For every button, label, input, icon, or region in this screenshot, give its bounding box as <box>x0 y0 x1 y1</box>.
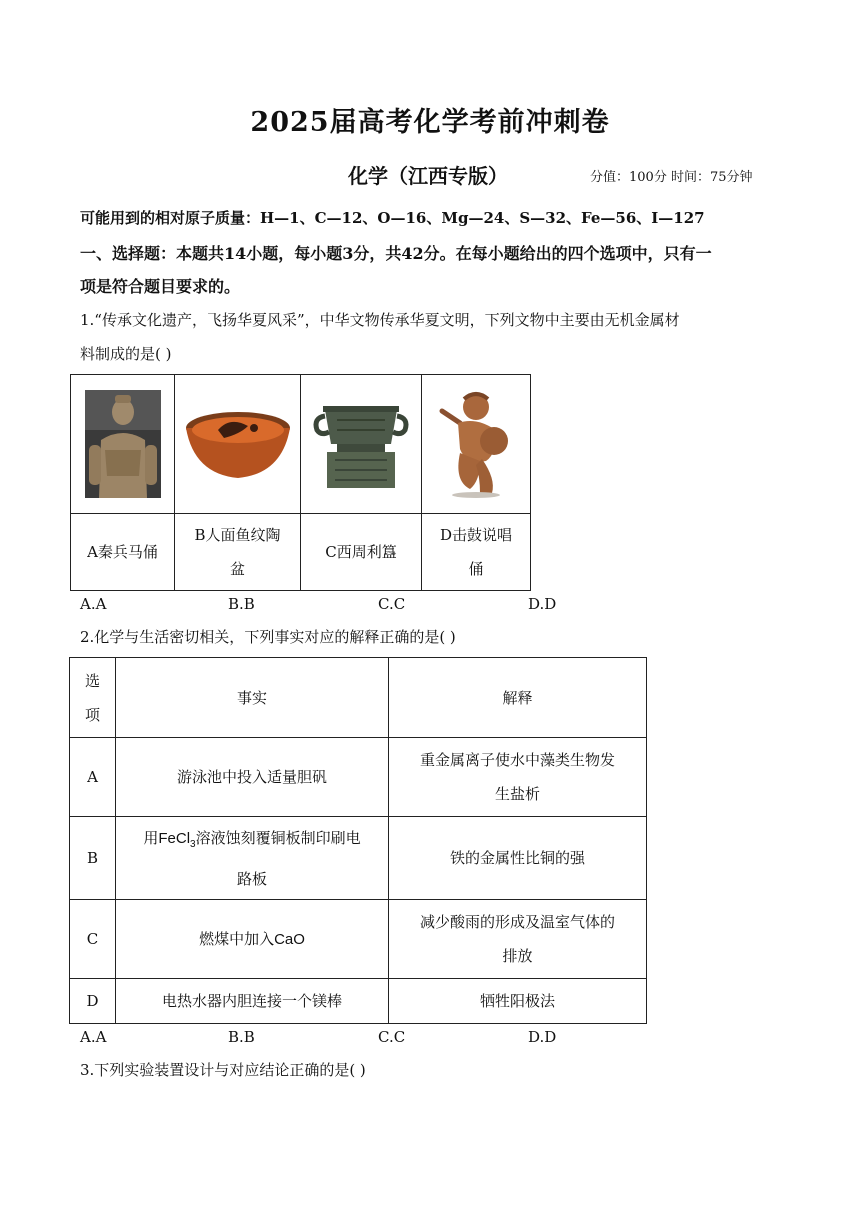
q2-row-d-option: D <box>70 979 116 1024</box>
q2-option-b[interactable]: B.B <box>228 1028 255 1046</box>
table-row <box>70 738 647 817</box>
q1-label-a: A秦兵马俑 <box>71 514 175 591</box>
q1-artifact-table <box>70 374 531 591</box>
q1-stem-line1: 1.“传承文化遗产，飞扬华夏风采”，中华文物传承华夏文明，下列文物中主要由无机金属材 <box>80 311 680 329</box>
q2-row-b-option: B <box>70 817 116 900</box>
bronze-gui-vessel-icon <box>311 396 411 492</box>
q2-row-c-explanation: 减少酸雨的形成及温室气体的 排放 <box>389 900 647 979</box>
q2-row-c-fact: 燃煤中加入CaO <box>116 900 389 979</box>
section-instruction-line1: 一、选择题：本题共14小题，每小题3分，共42分。在每小题给出的四个选项中，只有一 <box>80 244 712 263</box>
q1-image-cell-c <box>301 375 422 514</box>
drummer-figurine-icon <box>436 389 516 499</box>
q1-image-cell-b <box>175 375 301 514</box>
page-title: 2025届高考化学考前冲刺卷 <box>250 107 610 138</box>
q1-answer-options <box>80 595 600 615</box>
q2-option-a[interactable]: A.A <box>80 1028 107 1046</box>
q1-label-c: C西周利簋 <box>301 514 422 591</box>
table-row <box>70 817 647 900</box>
q2-option-c[interactable]: C.C <box>378 1028 406 1046</box>
q2-header-explanation: 解释 <box>389 658 647 738</box>
score-time-info: 分值：100分 时间：75分钟 <box>590 170 753 185</box>
q2-stem: 2.化学与生活密切相关，下列事实对应的解释正确的是( ) <box>80 628 456 646</box>
q2-row-a-fact: 游泳池中投入适量胆矾 <box>116 738 389 817</box>
q1-image-cell-d <box>422 375 531 514</box>
q1-label-d: D击鼓说唱 俑 <box>422 514 531 591</box>
q2-row-c-option: C <box>70 900 116 979</box>
painted-pottery-basin-icon <box>184 408 292 480</box>
q1-stem-line2: 料制成的是( ) <box>80 345 172 363</box>
q2-header-fact: 事实 <box>116 658 389 738</box>
q1-option-c[interactable]: C.C <box>378 595 406 613</box>
q2-row-b-fact: 用FeCl$_3$溶液蚀刻覆铜板制印刷电 路板 <box>116 817 389 900</box>
q1-option-a[interactable]: A.A <box>80 595 107 613</box>
q1-option-d[interactable]: D.D <box>528 595 557 613</box>
atomic-mass-line: 可能用到的相对原子质量：H—1、C—12、O—16、Mg—24、S—32、Fe—56、I—127 <box>80 209 705 227</box>
q2-row-b-explanation: 铁的金属性比铜的强 <box>389 817 647 900</box>
q2-answer-options <box>80 1028 600 1048</box>
q2-row-d-fact: 电热水器内胆连接一个镁棒 <box>116 979 389 1024</box>
q2-row-a-option: A <box>70 738 116 817</box>
q2-header-row <box>70 658 647 738</box>
q2-option-d[interactable]: D.D <box>528 1028 557 1046</box>
q3-stem: 3.下列实验装置设计与对应结论正确的是( ) <box>80 1061 366 1079</box>
q2-row-d-explanation: 牺牲阳极法 <box>389 979 647 1024</box>
q2-fact-table <box>69 657 647 1024</box>
q2-row-a-explanation: 重金属离子使水中藻类生物发 生盐析 <box>389 738 647 817</box>
terracotta-warrior-icon <box>85 390 161 498</box>
q1-image-cell-a <box>71 375 175 514</box>
q1-label-b: B人面鱼纹陶 盆 <box>175 514 301 591</box>
table-row <box>70 979 647 1024</box>
q1-option-b[interactable]: B.B <box>228 595 255 613</box>
table-row <box>70 900 647 979</box>
section-instruction-line2: 项是符合题目要求的。 <box>80 277 241 296</box>
q2-header-option: 选 项 <box>70 658 116 738</box>
exam-subtitle: 化学（江西专版） <box>348 164 508 188</box>
